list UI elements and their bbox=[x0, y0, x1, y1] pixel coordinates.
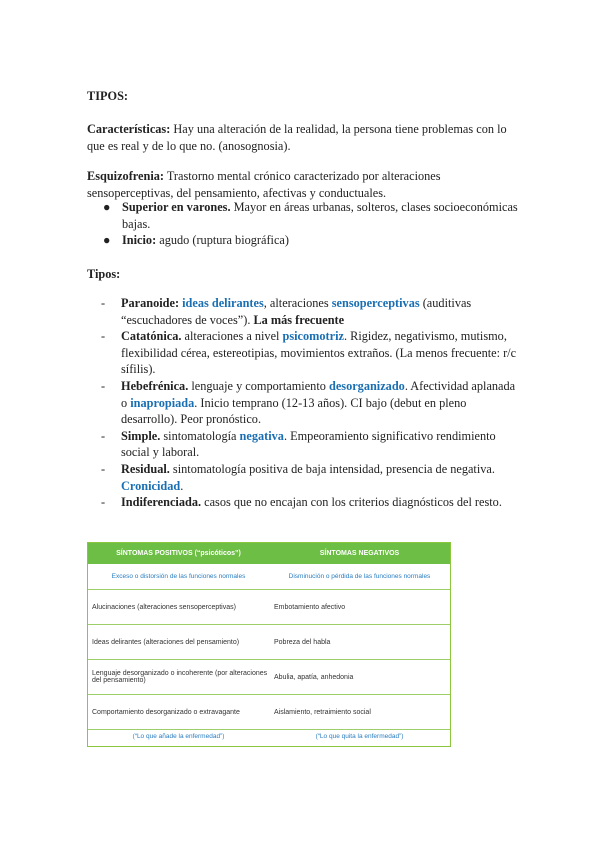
type-text: alteraciones a nivel bbox=[181, 329, 283, 344]
table-cell: Embotamiento afectivo bbox=[274, 603, 346, 611]
bullet-list bbox=[103, 199, 523, 249]
type-text: . bbox=[180, 478, 184, 493]
table-cell: Ideas delirantes (alteraciones del pensamiento) bbox=[92, 638, 240, 646]
type-text: (auditivas “escuchadores de voces”). bbox=[121, 296, 472, 327]
bullet-icon: ● bbox=[103, 200, 111, 214]
type-bold-note: La más frecuente bbox=[253, 312, 345, 327]
header-negative: SÍNTOMAS NEGATIVOS bbox=[319, 550, 400, 557]
table-row bbox=[88, 590, 450, 625]
type-text: , alteraciones bbox=[263, 296, 332, 310]
subheader-positive: Exceso o distorsión de las funciones normales bbox=[111, 573, 246, 580]
dash-icon: - bbox=[101, 329, 106, 344]
type-label: Residual. bbox=[121, 461, 170, 476]
type-label: Paranoide: bbox=[121, 296, 180, 310]
type-text: sintomatología positiva de baja intensidad, presencia de negativa. bbox=[169, 461, 495, 476]
table-cell: Pobreza del habla bbox=[274, 638, 331, 646]
table-subheader bbox=[88, 564, 450, 590]
type-item-residual bbox=[101, 461, 521, 494]
table-cell: Alucinaciones (alteraciones sensoperceptivas) bbox=[92, 603, 236, 611]
highlight: negativa bbox=[239, 428, 284, 443]
tipos-heading: Tipos: bbox=[87, 267, 121, 281]
type-text: casos que no encajan con los criterios diagnósticos del resto. bbox=[201, 495, 502, 510]
footer-positive: (“Lo que añade la enfermedad”) bbox=[132, 733, 225, 740]
type-label: Simple. bbox=[121, 428, 161, 443]
bullet-icon: ● bbox=[103, 233, 111, 248]
table-cell: Abulia, apatía, anhedonia bbox=[274, 673, 354, 681]
type-label: Hebefrénica. bbox=[121, 378, 189, 393]
table-row bbox=[88, 695, 450, 730]
type-item-paranoide bbox=[101, 295, 521, 328]
highlight: psicomotriz bbox=[282, 329, 344, 344]
dash-icon: - bbox=[101, 296, 106, 310]
table-header bbox=[88, 543, 450, 564]
type-item-hebefrenica bbox=[101, 378, 521, 428]
footer-negative: (“Lo que quita la enfermedad”) bbox=[315, 733, 404, 740]
table-row bbox=[88, 625, 450, 660]
esquizofrenia-paragraph bbox=[87, 168, 527, 201]
page-heading: TIPOS: bbox=[87, 89, 128, 103]
list-item bbox=[103, 199, 523, 232]
bullet-text: Mayor en áreas urbanas, solteros, clases socioeconómicas bajas. bbox=[122, 200, 518, 231]
table-cell: Lenguaje desorganizado o incoherente (por alteraciones del pensamiento) bbox=[92, 670, 268, 684]
bullet-label: Superior en varones. bbox=[122, 200, 231, 214]
type-text: . Rigidez, negativismo, mutismo, flexibilidad cérea, estereotipias, movimientos extraños. (La menos frecuente: r/c sífilis). bbox=[121, 329, 517, 377]
type-item-simple bbox=[101, 428, 521, 461]
highlight: desorganizado bbox=[328, 378, 405, 393]
dash-icon: - bbox=[101, 461, 106, 476]
bullet-label: Inicio: bbox=[122, 233, 157, 248]
esquizofrenia-label: Esquizofrenia: bbox=[87, 169, 164, 183]
highlight: sensoperceptivas bbox=[331, 296, 420, 310]
esquizofrenia-text: Trastorno mental crónico caracterizado por alteraciones sensoperceptivas, del pensamiento, afectivas y conductuales. bbox=[87, 169, 441, 200]
header-positive: SÍNTOMAS POSITIVOS (“psicóticos”) bbox=[116, 550, 241, 557]
subheader-negative: Disminución o pérdida de las funciones normales bbox=[288, 573, 431, 580]
caracteristicas-text: Hay una alteración de la realidad, la persona tiene problemas con lo que es real y de lo que no. (anosognosia). bbox=[87, 122, 507, 153]
type-item-indiferenciada bbox=[101, 494, 521, 511]
type-text: . Afectividad aplanada o bbox=[121, 378, 516, 410]
highlight: Cronicidad bbox=[121, 478, 181, 493]
table-cell: Comportamiento desorganizado o extravagante bbox=[92, 708, 240, 716]
list-item bbox=[103, 232, 523, 249]
type-text: . Inicio temprano (12-13 años). CI bajo (debut en pleno desarrollo). Peor pronóstico. bbox=[121, 395, 467, 427]
type-text: lenguaje y comportamiento bbox=[188, 378, 329, 393]
type-text: sintomatología bbox=[160, 428, 240, 443]
highlight: ideas delirantes bbox=[182, 296, 264, 310]
caracteristicas-paragraph bbox=[87, 121, 527, 154]
table-footer bbox=[88, 730, 450, 743]
types-list bbox=[101, 295, 521, 511]
caracteristicas-label: Características: bbox=[87, 122, 171, 136]
table-row bbox=[88, 660, 450, 695]
bullet-text: agudo (ruptura biográfica) bbox=[156, 233, 289, 248]
dash-icon: - bbox=[101, 495, 106, 510]
type-label: Indiferenciada. bbox=[121, 495, 202, 510]
table-cell: Aislamiento, retraimiento social bbox=[274, 708, 371, 716]
type-label: Catatónica. bbox=[121, 329, 182, 344]
type-text: . Empeoramiento significativo rendimiento social y laboral. bbox=[121, 428, 496, 460]
dash-icon: - bbox=[101, 428, 106, 443]
symptoms-table bbox=[87, 542, 451, 747]
type-item-catatonica bbox=[101, 328, 521, 378]
dash-icon: - bbox=[101, 378, 106, 393]
highlight: inapropiada bbox=[130, 395, 195, 410]
